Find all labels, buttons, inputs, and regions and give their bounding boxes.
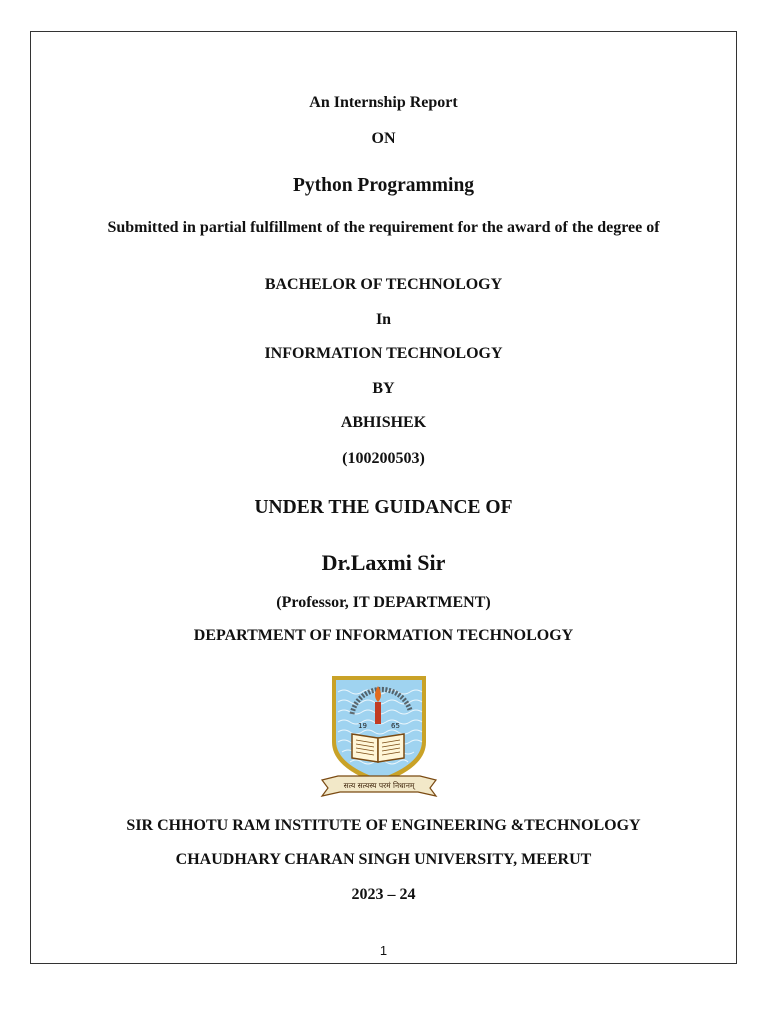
book-right-page [378, 734, 404, 762]
submission-statement: Submitted in partial fulfillment of the requirement for the award of the degree of [107, 219, 660, 236]
book-left-page [352, 734, 378, 762]
university-logo [318, 672, 440, 798]
in-label: In [375, 311, 392, 328]
guidance-heading: UNDER THE GUIDANCE OF [254, 497, 513, 518]
logo-year-left: 19 [358, 722, 367, 730]
by-label: BY [372, 380, 395, 397]
degree-name: BACHELOR OF TECHNOLOGY [264, 276, 503, 293]
on-label: ON [371, 130, 396, 147]
academic-session: 2023 – 24 [351, 886, 416, 903]
report-subject: Python Programming [292, 175, 475, 196]
institute-name: SIR CHHOTU RAM INSTITUTE OF ENGINEERING &TECHNOLOGY [126, 817, 641, 834]
logo-motto: सत्य सत्यस्य परमं निधानम् [343, 781, 415, 790]
student-name: ABHISHEK [340, 414, 427, 431]
torch-icon [375, 702, 381, 724]
university-name: CHAUDHARY CHARAN SINGH UNIVERSITY, MEERUT [175, 851, 592, 868]
guide-name: Dr.Laxmi Sir [321, 550, 446, 575]
department-name: DEPARTMENT OF INFORMATION TECHNOLOGY [193, 627, 574, 644]
branch-name: INFORMATION TECHNOLOGY [264, 345, 503, 362]
roll-number: (100200503) [342, 450, 425, 467]
page-number: 1 [379, 943, 388, 958]
report-title: An Internship Report [309, 94, 458, 111]
logo-year-right: 65 [391, 722, 400, 730]
guide-designation: (Professor, IT DEPARTMENT) [276, 594, 491, 611]
